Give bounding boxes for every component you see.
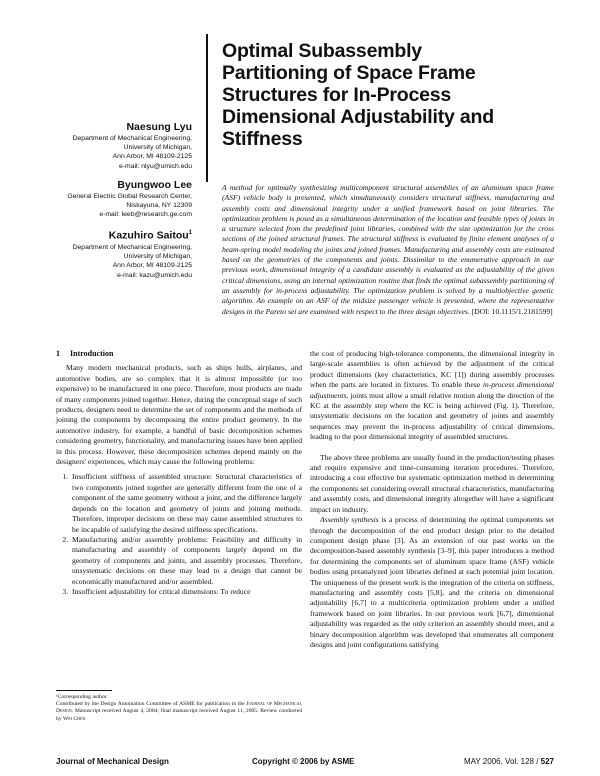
footnote-rule [56, 690, 112, 691]
abstract-text: A method for optimally synthesizing multicomponent structural assemblies of an aluminum space frame (ASF) vehicle body is presented, which simultaneously considers structural stiffness, manufacturing and assembly costs and dimensional integrity under a unified framework based on joint libraries. The optimization problem is posed as a simultaneous determination of the location and feasible types of joints in a structure selected from the predefined joint libraries, combined with the size optimization for the cross sections of the joined structural frames. The structural stiffness is evaluated by finite element analyses of a beam-spring model modeling the joints and joined frames. Manufacturing and assembly costs are estimated based on the geometries of the components and joints. Dissimilar to the enumerative approach in our previous work, dimensional integrity of a candidate assembly is evaluated as the adjustability of the given critical dimensions, using an internal optimization routine that finds the optimal subassembly partitioning of an assembly for in-process adjustability. The optimization problem is solved by a multiobjective genetic algorithm. An example on an ASF of the midsize passenger vehicle is presented, where the representative designs in the Pareto set are examined with respect to the three design objectives. [222, 183, 554, 316]
emphasis: Assembly synthesis [320, 515, 379, 525]
paragraph: Many modern mechanical products, such as ships hulls, airplanes, and automotive bodies, are so complex that it is almost impossible (or too expensive) to be manufactured in one piece. Therefore, most products are made of many components joined together. Hence, during the conceptual stage of such products, designers need to determine the set of components and the methods of joining the components by decomposing the entire product geometry. In the automotive industry, for example, a handful of basic decomposition schemes considering geometry, functionality, and manufacturing issues have been applied in this process. However, these decomposition schemes depend mainly on the designers' experiences, which may cause the following problems: [56, 363, 302, 467]
footnote-reviewer: Wei Chen [63, 715, 86, 722]
page-number: 527 [540, 757, 554, 766]
list-item: 2. Manufacturing and/or assembly problems: Feasibility and difficulty in manufacturing and assembly of components largely depend on the geometry of components and joints, and assembly processes. Therefore, unsystematic decisions on these may lead to a design that cannot be economically manufactured and/or assembled. [70, 535, 302, 587]
right-column [310, 349, 554, 650]
affiliation-line: University of Michigan, [123, 144, 192, 152]
affiliation-line: Department of Mechanical Engineering, [72, 135, 192, 142]
footnote [56, 694, 302, 723]
paragraph: The above three problems are usually found in the production/testing phases and require expensive and time-consuming iteration procedures. Therefore, introducing a cost effective but systematic optimization method in determining the components set considering overall structural characteristics, manufacturing and assembly costs, and dimensional integrity altogether will have a significant impact on industry. [310, 452, 554, 514]
abstract [222, 183, 554, 317]
affiliation-line: Ann Arbor, MI 48109-2125 [112, 153, 192, 161]
footer-journal: Journal of Mechanical Design [56, 757, 169, 766]
title-line: Partitioning of Space Frame [222, 62, 476, 84]
affiliation-line: Ann Arbor, MI 48109-2125 [112, 262, 192, 270]
title-line: Structures for In-Process [222, 84, 452, 106]
footer-issue-text: MAY 2006, Vol. 128 [463, 757, 534, 766]
title-line: Dimensional Adjustability and [222, 106, 494, 128]
list-item: 3. Insufficient adjustability for critical dimensions: To reduce [70, 587, 302, 597]
author-name [40, 227, 192, 243]
problem-list [56, 472, 302, 597]
affiliation-line: General Electric Global Research Center, [67, 192, 192, 200]
list-item: 1. Insufficient stiffness of assembled structure: Structural characteristics of two components joined together are generally different from the one of a component of the same geometry without a joint, and the difference largely depends on the location and geometry of joints and joining methods. Therefore, improper decisions on these may cause assembled structures to be incapable of satisfying the desired stiffness specifications. [70, 472, 302, 534]
affiliation-line: Niskayuna, NY 12309 [126, 202, 192, 210]
footnote-text: . Manuscript received August 4, 2004; final manuscript received August 11, 2005. Review conducted by [56, 708, 302, 722]
author-email: e-mail: leeb@research.ge.com [99, 211, 192, 219]
footnote-text: Contributed by the Design Automation Committee of ASME for publication in the [56, 701, 247, 708]
emphasis: in-process dimensional adjustments [310, 380, 554, 400]
footnote-line: ¹Corresponding author. [56, 694, 108, 700]
footer-copyright: Copyright © 2006 by ASME [252, 757, 355, 766]
title-line: Stiffness [222, 128, 303, 150]
paragraph [310, 349, 554, 443]
section-title: Introduction [70, 349, 114, 358]
footnote-line [56, 701, 302, 723]
section-heading [56, 349, 302, 359]
author-1 [40, 121, 192, 171]
page-footer [56, 757, 554, 769]
author-name: Naesung Lyu [126, 121, 192, 133]
author-3 [40, 227, 192, 279]
author-email: e-mail: kazu@umich.edu [117, 271, 192, 279]
section-number: 1 [56, 349, 60, 358]
title-line: Optimal Subassembly [222, 40, 422, 62]
doi-link[interactable]: [DOI: 10.1115/1.2181599] [471, 306, 553, 316]
author-name: Byungwoo Lee [117, 178, 192, 191]
text: is a process of determining the optimal components set through the decomposition of the end product design prior to the detailed component design phase [3]. As an extension of our past works on the decomposition-based assembly synthesis [3–9], this paper introduces a method for determining the components set of aluminum space frame (ASF) vehicle bodies using preanalyzed joint libraries defined at each potential joint location. The uniqueness of the present work is the integration of the criteria on stiffness, manufacturing and assembly costs [5,8], and the criteria on dimensional adjustability [6,7] to a multicriteria optimization problem under a unified framework based on joint libraries. In our previous work [6,7], dimensional adjustability was regarded as the only criterion an assembly should meet, and a binary decomposition algorithm was developed that enumerates all component designs and joint configurations satisfying [310, 515, 554, 649]
author-2 [40, 179, 192, 220]
footnote-journal: Journal of Mechanical Design [56, 701, 302, 715]
author-email: e-mail: nlyu@umich.edu [118, 162, 192, 170]
text: , joints must allow a small relative motion along the direction of the KC at the assembly step where the KC is being achieved (Fig. 1). Therefore, unsystematic decisions on the location and geometry of joints and assembly sequences may prevent the in-process adjustability of critical dimensions, leading to the poor dimensional integrity of assembled structures. [310, 390, 554, 442]
left-column [56, 349, 302, 597]
corresponding-mark: 1 [188, 230, 192, 237]
title-rule [206, 34, 208, 182]
footer-issue: MAY 2006, Vol. 128 / 527 [463, 757, 554, 766]
paragraph [310, 515, 554, 650]
paper-title [222, 40, 552, 150]
affiliation-line: University of Michigan, [123, 253, 192, 261]
author-block [40, 121, 192, 288]
affiliation-line: Department of Mechanical Engineering, [72, 243, 192, 251]
author-name-text: Kazuhiro Saitou [108, 229, 189, 242]
text: the cost of producing high-tolerance components, the dimensional integrity in large-scale assemblies is often achieved by the adjustment of the critical product dimensions (key characteristics, KC [1]) during assembly processes when the parts are located in fixtures. To enable these [310, 349, 554, 390]
